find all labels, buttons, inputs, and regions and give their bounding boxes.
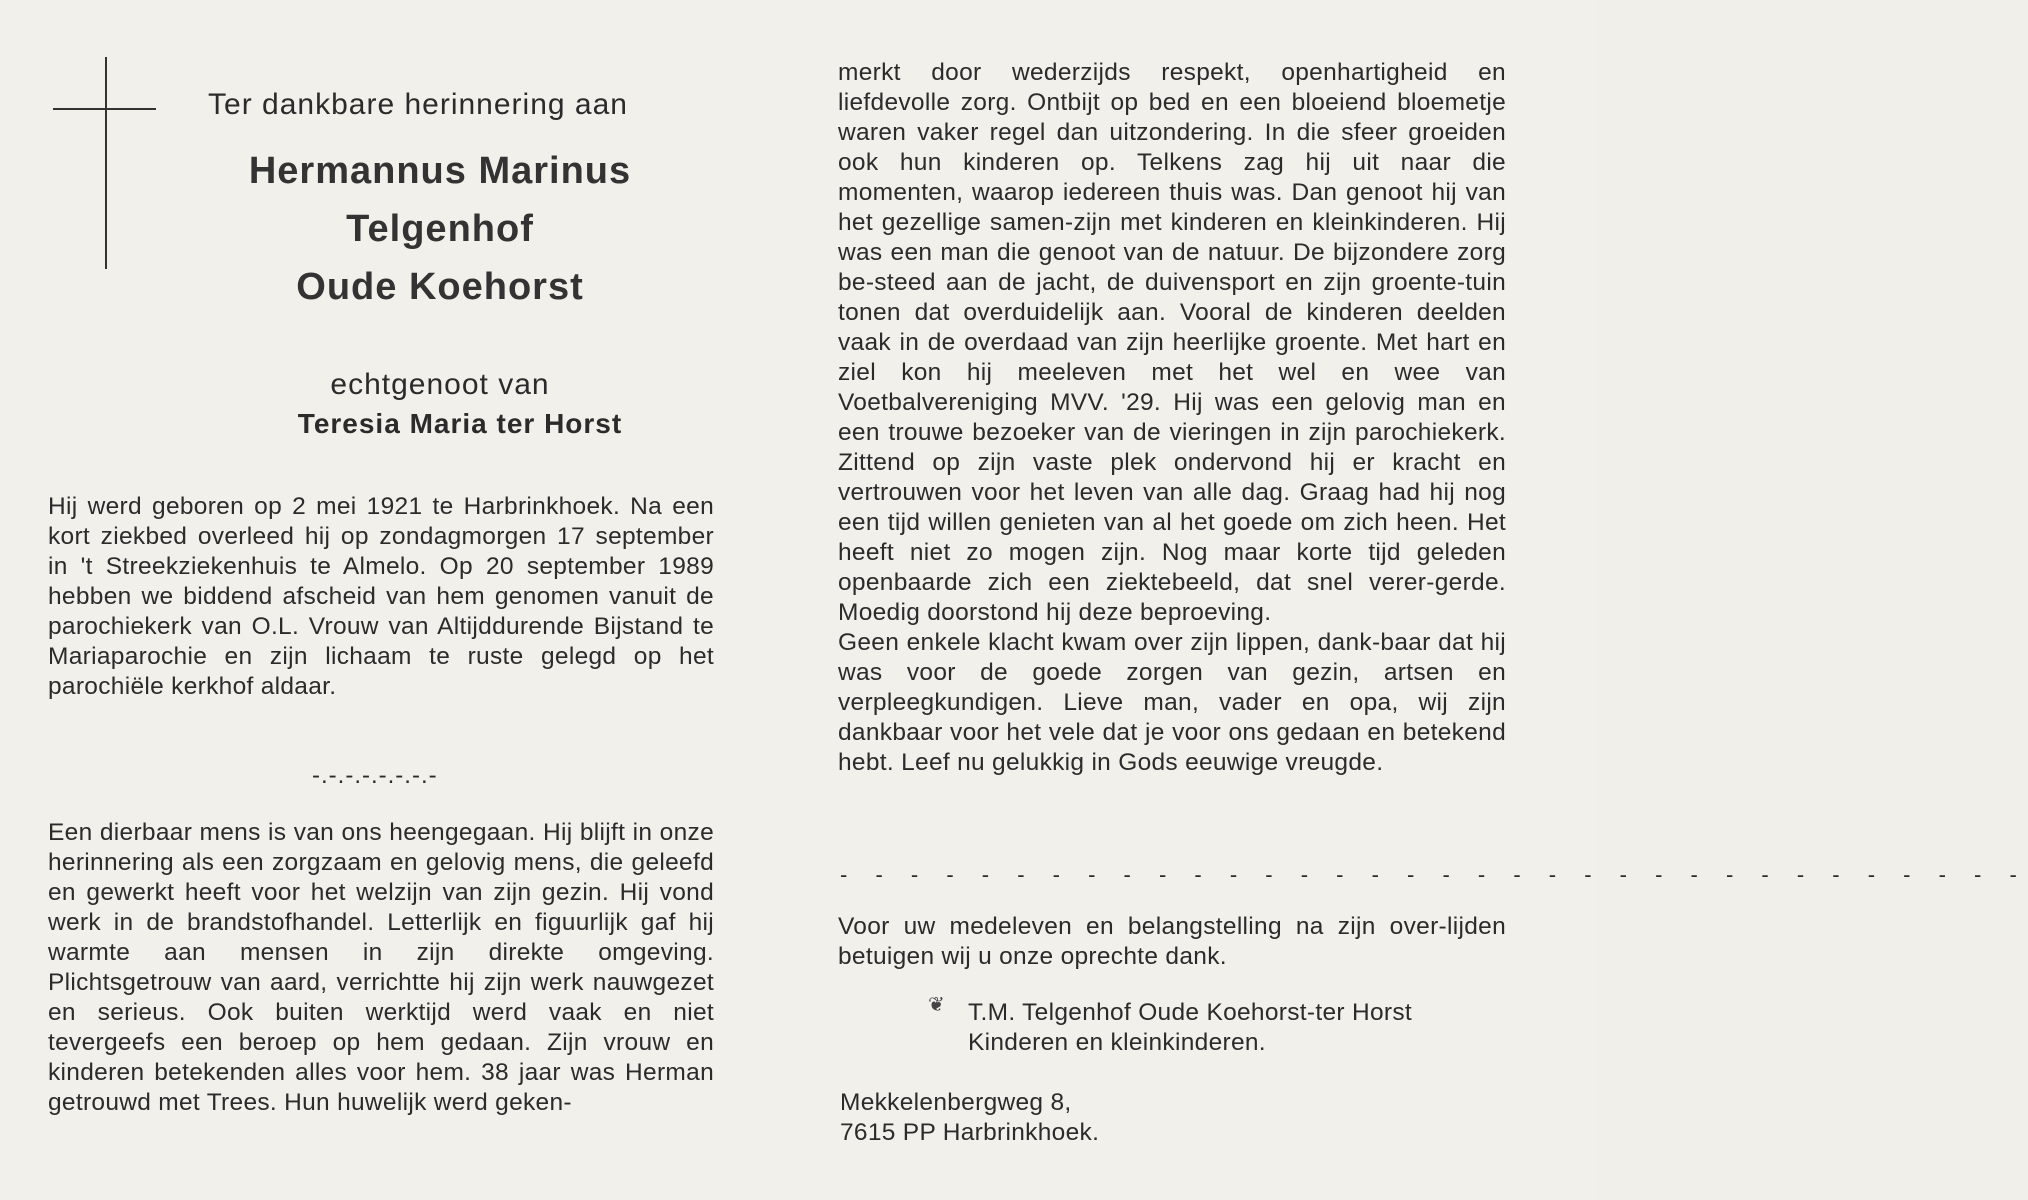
signoff-line-2: Kinderen en kleinkinderen. bbox=[968, 1029, 1266, 1056]
biography-paragraph-1: Hij werd geboren op 2 mei 1921 te Harbrinkhoek. Na een kort ziekbed overleed hij op zondagmorgen 17 september in 't Streekziekenhuis te Almelo. Op 20 september 1989 hebben we biddend afscheid van hem genomen vanuit de parochiekerk van O.L. Vrouw van Altijddurende Bijstand te Mariaparochie en zijn lichaam te ruste gelegd op het parochiële kerkhof aldaar. bbox=[48, 493, 714, 700]
name-line-3: Oude Koehorst bbox=[296, 266, 584, 308]
biography-paragraph-2: Een dierbaar mens is van ons heengegaan. Hij blijft in onze herinnering als een zorgzaam en gelovig mens, die geleefd en gewerkt heeft voor het welzijn van zijn gezin. Hij vond werk in de brandstofhandel. Letterlijk en figuurlijk gaf hij warmte aan mensen in zijn direkte omgeving. Plichtsgetrouw van aard, verrichtte hij zijn werk nauwgezet en serieus. Ook buiten werktijd werd vaak en niet tevergeefs een beroep op hem gedaan. Zijn vrouw en kinderen betekenden alles voor hem. 38 jaar was Herman getrouwd met Trees. Hun huwelijk werd geken- bbox=[48, 819, 714, 1116]
address-line-2: 7615 PP Harbrinkhoek. bbox=[840, 1119, 1100, 1146]
thanks-text: Voor uw medeleven en belangstelling na zijn over-lijden betuigen wij u onze oprechte dank. bbox=[838, 913, 1506, 970]
name-line-1: Hermannus Marinus bbox=[248, 150, 632, 192]
signoff-line-1: T.M. Telgenhof Oude Koehorst-ter Horst bbox=[968, 999, 1412, 1026]
flower-ornament-icon: ❦ bbox=[928, 994, 945, 1016]
signoff bbox=[968, 998, 1412, 1058]
dashed-divider: - - - - - - - - - - - - - - - - - - - - - - - - - - - - - - - - - - bbox=[840, 862, 2028, 887]
biography-paragraph-3-text: merkt door wederzijds respekt, openhartigheid en liefdevolle zorg. Ontbijt op bed en een bloeiend bloemetje waren vaker regel dan uitzondering. In die sfeer groeiden ook hun kinderen op. Telkens zag hij uit naar die momenten, waarop iedereen thuis was. Dan genoot hij van het gezellige samen-zijn met kinderen en kleinkinderen. Hij was een man die genoot van de natuur. De bijzondere zorg be-steed aan de jacht, de duivensport en zijn groente-tuin tonen dat overduidelijk aan. Vooral de kinderen deelden vaak in de overdaad van zijn heerlijke groente. Met hart en ziel kon hij meeleven met het wel en wee van Voetbalvereniging MVV. '29. Hij was een gelovig man en een trouwe bezoeker van de vieringen in zijn parochiekerk. Zittend op zijn vaste plek ondervond hij er kracht en vertrouwen voor het leven van alle dag. Graag had hij nog een tijd willen genieten van al het goede om zich heen. Het heeft niet zo mogen zijn. Nog maar korte tijd geleden openbaarde zich een ziektebeeld, dat snel verer-gerde. Moedig doorstond hij deze beproeving. bbox=[838, 59, 1506, 626]
spouse-label: echtgenoot van bbox=[330, 368, 550, 401]
biography-paragraph-4-text: Geen enkele klacht kwam over zijn lippen, dank-baar dat hij was voor de goede zorgen van gezin, artsen en verpleegkundigen. Lieve man, vader en opa, wij zijn dankbaar voor het vele dat je voor ons gedaan en betekend hebt. Leef nu gelukkig in Gods eeuwige vreugde. bbox=[838, 629, 1506, 776]
spouse-name: Teresia Maria ter Horst bbox=[297, 408, 623, 439]
biography-paragraph-3 bbox=[838, 58, 1506, 778]
address-line-1: Mekkelenbergweg 8, bbox=[840, 1089, 1072, 1116]
intro-line: Ter dankbare herinnering aan bbox=[208, 88, 628, 121]
address bbox=[840, 1088, 1099, 1148]
separator: -.-.-.-.-.-.-.- bbox=[312, 762, 438, 789]
name-line-2: Telgenhof bbox=[346, 208, 534, 250]
